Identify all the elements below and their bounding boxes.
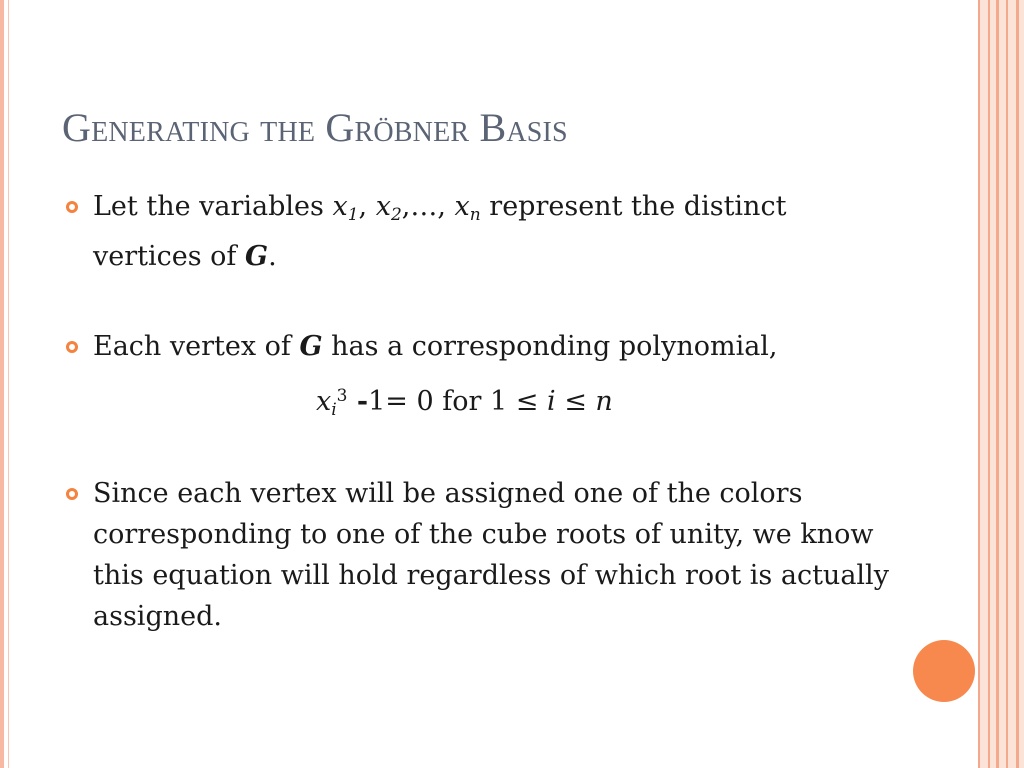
bullet-text-variables: Let the variables $x_1$, $x_2,\dots$, $x_n$ represent the distinct vertices of G. <box>93 191 787 272</box>
bullet-text-cube-roots: Since each vertex will be assigned one of the colors corresponding to one of the cube roots of unity, we know this equation will hold regardless of which root is actually assigned. <box>93 478 889 632</box>
bullet-icon <box>66 201 78 213</box>
polynomial-formula: $x_i^3$ -1= 0 for 1 ≤ i ≤ n <box>316 386 613 420</box>
right-stripe <box>988 0 990 768</box>
slide-title: Generating the Gröbner Basis <box>62 105 568 150</box>
left-border-line <box>0 0 4 768</box>
right-stripe <box>996 0 999 768</box>
bullet-icon <box>66 341 78 353</box>
decorative-orange-circle <box>913 640 975 702</box>
bullet-icon <box>66 488 78 500</box>
right-stripe <box>1016 0 1019 768</box>
bullet-text-polynomial: Each vertex of G has a corresponding polynomial, <box>93 331 778 362</box>
right-stripe <box>1006 0 1008 768</box>
right-stripe <box>978 0 980 768</box>
left-border-line-thin <box>8 0 9 768</box>
